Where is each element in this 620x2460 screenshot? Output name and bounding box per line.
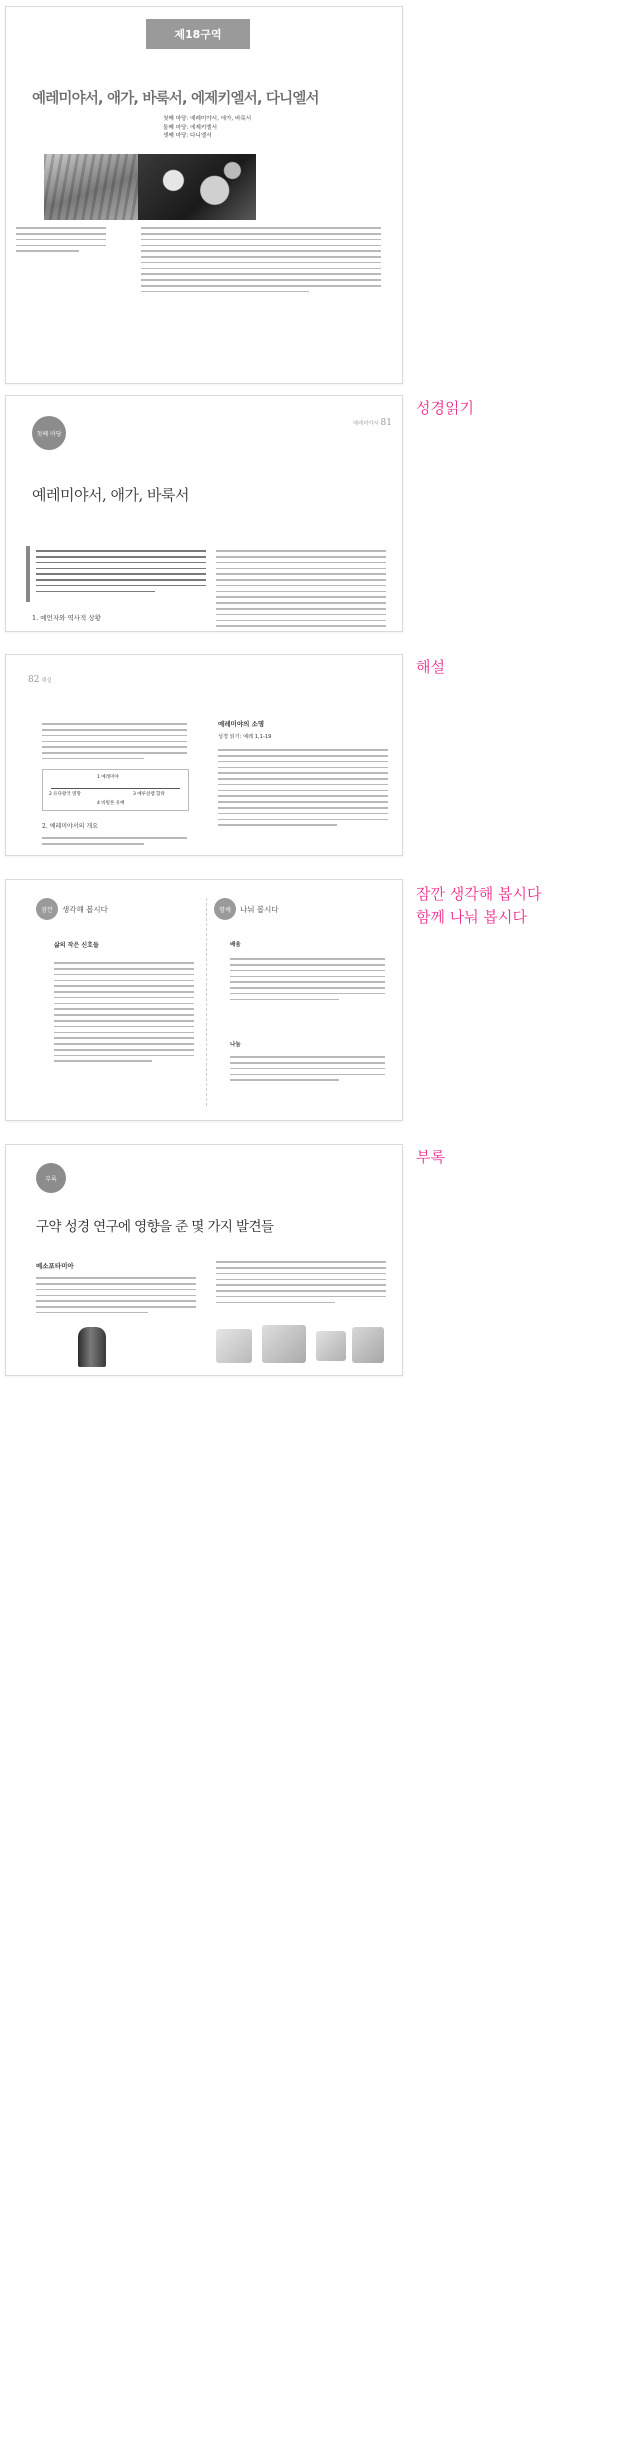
page-appendix	[5, 1144, 403, 1376]
cover-photo-caption	[16, 223, 106, 256]
think-badge-label: 잠깐	[41, 906, 53, 914]
page-commentary	[5, 654, 403, 856]
artifact-photo-tablets	[216, 1325, 384, 1367]
intro-quote	[26, 546, 206, 602]
share-body-2	[230, 1052, 385, 1085]
lesson-item: 셋째 마당: 다니엘서	[163, 133, 212, 139]
appendix-title: 구약 성경 연구에 영향을 준 몇 가지 발견들	[36, 1219, 274, 1235]
chapter-badge	[146, 19, 250, 49]
think-body	[54, 958, 194, 1066]
box-title: 예레미야의 소명	[218, 720, 265, 728]
cover-intro-text	[141, 223, 381, 297]
chapter-badge-label: 제18구역	[174, 28, 222, 41]
section-badge	[32, 416, 66, 450]
reading-body-right	[216, 546, 386, 631]
share-badge-label: 함께	[219, 906, 231, 914]
cover-photo-painting	[138, 154, 256, 220]
side-label-think: 잠깐 생각해 봅시다	[416, 885, 542, 903]
timeline-label: 3 예루살렘 함락	[133, 792, 165, 797]
think-subtitle: 삶의 작은 신호들	[54, 942, 99, 949]
page-number: 예레미야서 81	[352, 418, 392, 428]
think-title: 생각해 봅시다	[62, 905, 108, 914]
share-subtitle-1: 배움	[230, 942, 241, 948]
appendix-badge-label: 부록	[45, 1175, 57, 1183]
section-badge-label: 첫째 마당	[36, 430, 62, 438]
side-label-share: 함께 나눠 봅시다	[416, 908, 527, 926]
section-subhead: 1. 예언자와 역사적 상황	[32, 614, 101, 622]
share-title: 나눠 봅시다	[240, 905, 279, 914]
page-number-value: 82	[28, 675, 40, 685]
commentary-body-left	[42, 719, 187, 764]
page-title: 예레미야서, 애가, 바룩서	[32, 486, 189, 504]
appendix-subhead: 메소포타미아	[36, 1262, 74, 1270]
side-label-reading: 성경읽기	[416, 399, 474, 417]
page-reflection	[5, 879, 403, 1121]
lesson-item: 첫째 마당: 예레미야서, 애가, 바룩서	[163, 116, 252, 122]
timeline-diagram	[42, 769, 189, 811]
timeline-label: 4 바빌론 유배	[97, 801, 125, 806]
section-subhead: 2. 예레미야서의 개요	[42, 823, 98, 830]
page-reading	[5, 395, 403, 632]
cover-photo-ruins	[44, 154, 138, 220]
page-chapter-cover	[5, 6, 403, 384]
page-number-value: 81	[380, 418, 392, 428]
box-subtitle: 성경 읽기: 예레 1,1-19	[218, 734, 272, 740]
side-label-appendix: 부록	[416, 1148, 445, 1166]
artifact-photo-stele	[78, 1327, 106, 1367]
share-body-1	[230, 954, 385, 1004]
page-number: 82 해설	[28, 675, 52, 685]
lesson-item: 둘째 마당: 에제키엘서	[163, 124, 218, 131]
side-label-commentary: 해설	[416, 658, 445, 676]
lesson-list	[163, 115, 251, 141]
commentary-body-right	[218, 745, 388, 830]
appendix-body-right	[216, 1257, 386, 1307]
column-divider	[206, 898, 207, 1106]
share-badge	[214, 898, 236, 920]
commentary-body-left-2	[42, 833, 187, 849]
share-subtitle-2: 나눔	[230, 1042, 241, 1048]
think-badge	[36, 898, 58, 920]
chapter-title: 예레미야서, 애가, 바룩서, 에제키엘서, 다니엘서	[32, 91, 319, 107]
timeline-label: 2 유다왕국 멸망	[49, 792, 81, 797]
timeline-label: 1 예레미야	[97, 775, 119, 780]
appendix-body-left	[36, 1273, 196, 1318]
appendix-badge	[36, 1163, 66, 1193]
